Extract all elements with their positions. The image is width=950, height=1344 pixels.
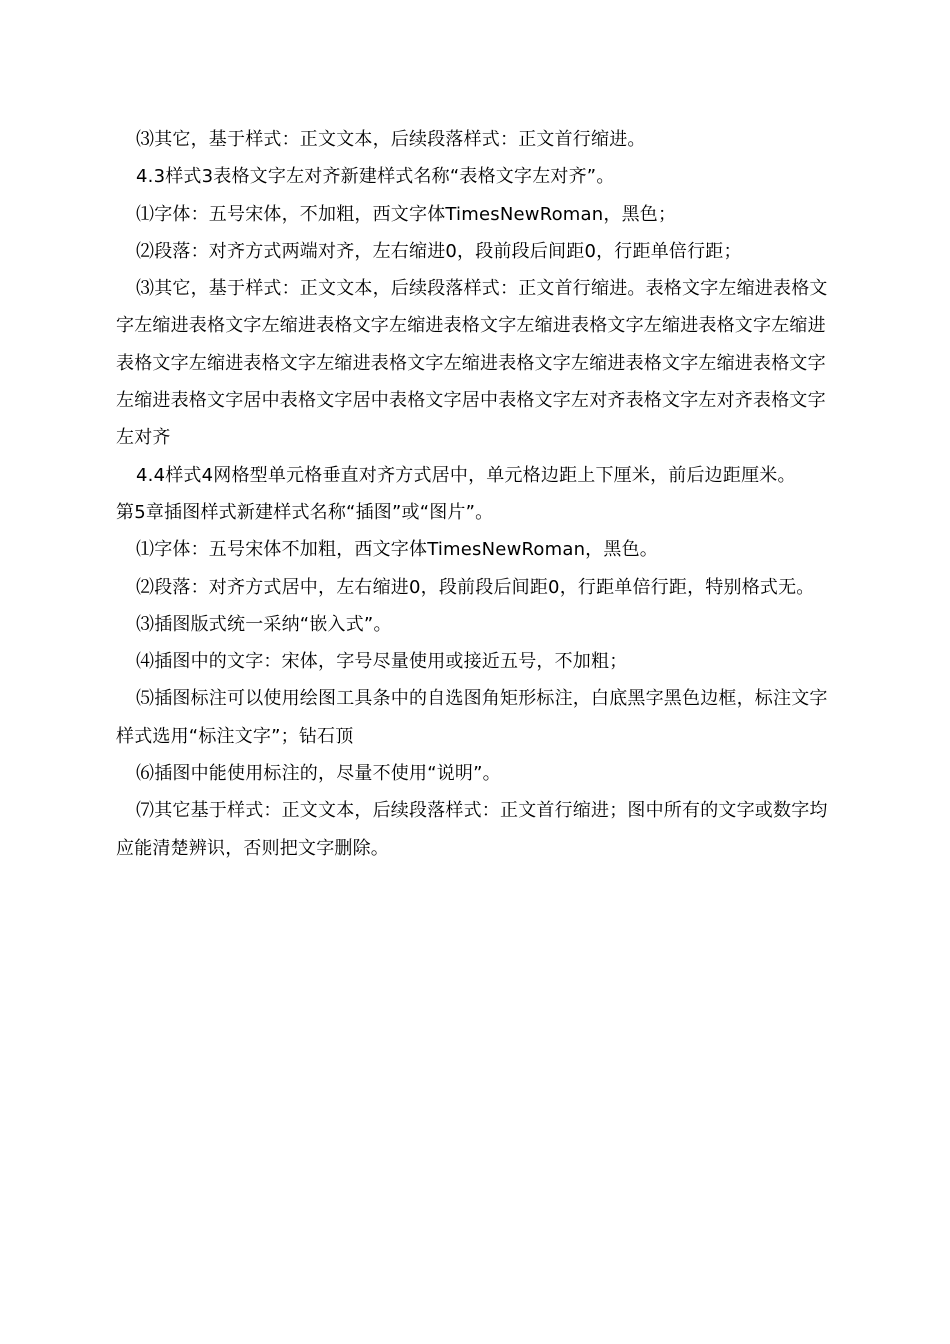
paragraph-figure-callout: ⑸插图标注可以使用绘图工具条中的自选图角矩形标注，白底黑字黑色边框，标注文字样式选用“标注文字”；钻石顶 <box>116 688 828 747</box>
paragraph-font-2: ⑴字体：五号宋体不加粗，西文字体TimesNewRoman，黑色。 <box>136 539 658 561</box>
paragraph-section-4-4: 4.4样式4网格型单元格垂直对齐方式居中，单元格边距上下厘米，前后边距厘米。 <box>136 464 796 486</box>
paragraph-style-other-2: ⑶其它，基于样式：正文文本，后续段落样式：正文首行缩进。表格文字左缩进表格文字左缩进表格文字左缩进表格文字左缩进表格文字左缩进表格文字左缩进表格文字左缩进表格文字左缩进表格文字左缩进表格文字左缩进表格文字左缩进表格文字左缩进表格文字左缩进表格文字居中表格文字居中表格文字居中表格文字左对齐表格文字左对齐表格文字左对齐 <box>116 278 828 449</box>
paragraph-figure-other: ⑺其它基于样式：正文文本，后续段落样式：正文首行缩进；图中所有的文字或数字均应能清楚辨识，否则把文字删除。 <box>116 800 828 859</box>
document-body <box>116 121 838 867</box>
paragraph-section-4-3: 4.3样式3表格文字左对齐新建样式名称“表格文字左对齐”。 <box>136 166 615 188</box>
paragraph-chapter-5: 第5章插图样式新建样式名称“插图”或“图片”。 <box>116 501 494 523</box>
paragraph-figure-layout: ⑶插图版式统一采纳“嵌入式”。 <box>136 613 392 635</box>
paragraph-figure-text: ⑷插图中的文字：宋体，字号尽量使用或接近五号，不加粗； <box>136 651 628 673</box>
paragraph-style-other-1: ⑶其它，基于样式：正文文本，后续段落样式：正文首行缩进。 <box>136 129 646 150</box>
paragraph-paragraph-1: ⑵段落：对齐方式两端对齐，左右缩进0，段前段后间距0，行距单倍行距； <box>136 240 742 262</box>
paragraph-paragraph-2: ⑵段落：对齐方式居中，左右缩进0，段前段后间距0，行距单倍行距，特别格式无。 <box>136 576 815 598</box>
paragraph-figure-note: ⑹插图中能使用标注的，尽量不使用“说明”。 <box>136 763 501 785</box>
paragraph-font-1: ⑴字体：五号宋体，不加粗，西文字体TimesNewRoman，黑色； <box>136 203 677 225</box>
